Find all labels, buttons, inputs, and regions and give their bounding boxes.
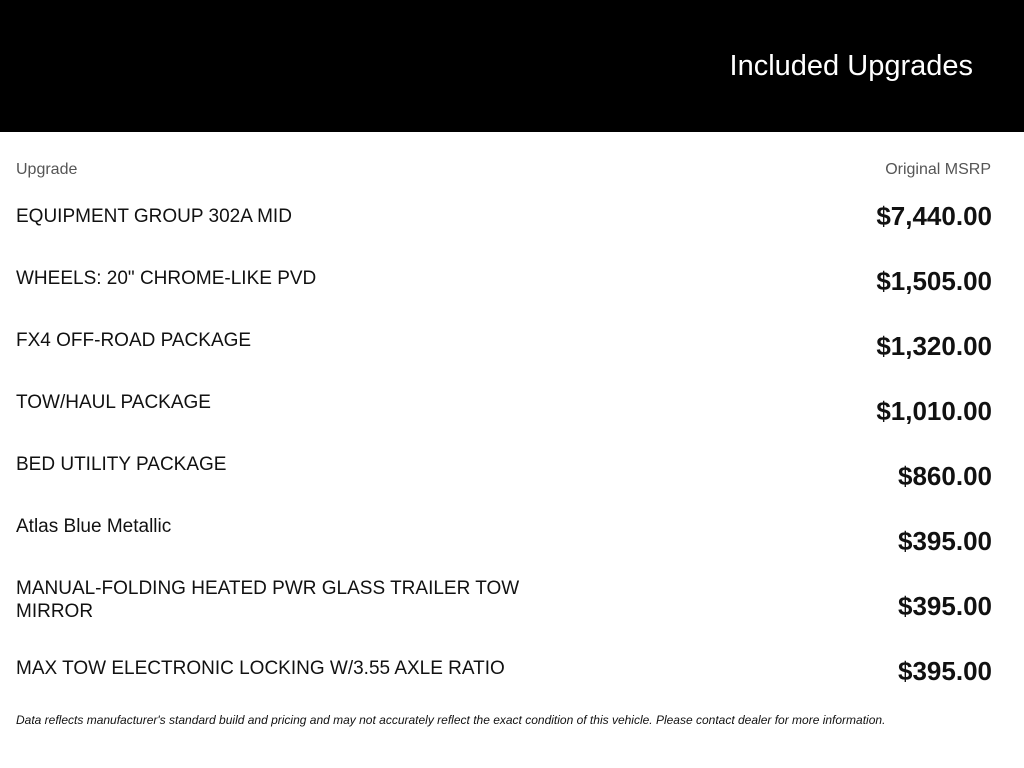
header-banner xyxy=(0,0,1024,132)
msrp-column-header: Original MSRP xyxy=(885,161,991,178)
upgrade-price: $395.00 xyxy=(898,526,992,556)
upgrades-list xyxy=(16,191,992,710)
upgrade-row xyxy=(16,191,992,253)
upgrade-name: Atlas Blue Metallic xyxy=(16,516,172,537)
upgrade-row xyxy=(16,439,992,501)
upgrade-price: $395.00 xyxy=(898,591,992,621)
upgrade-name: FX4 OFF-ROAD PACKAGE xyxy=(16,330,252,351)
upgrade-row xyxy=(16,563,992,648)
upgrade-price: $1,505.00 xyxy=(876,266,992,296)
upgrade-name: TOW/HAUL PACKAGE xyxy=(16,392,211,413)
upgrade-column-header: Upgrade xyxy=(16,161,78,178)
upgrade-price: $1,010.00 xyxy=(876,396,992,426)
upgrade-price: $7,440.00 xyxy=(876,201,992,231)
upgrade-row xyxy=(16,648,992,710)
upgrade-name: MANUAL-FOLDING HEATED PWR GLASS TRAILER TOW MIRROR xyxy=(16,578,520,622)
disclaimer-text: Data reflects manufacturer's standard build and pricing and may not accurately reflect the exact condition of this vehicle. Please contact dealer for more information. xyxy=(16,713,886,727)
upgrade-price: $860.00 xyxy=(898,461,992,491)
upgrade-name: BED UTILITY PACKAGE xyxy=(16,454,227,475)
upgrade-name: EQUIPMENT GROUP 302A MID xyxy=(16,206,292,227)
upgrade-row xyxy=(16,377,992,439)
upgrade-row xyxy=(16,501,992,563)
page-title: Included Upgrades xyxy=(729,50,973,82)
upgrade-row xyxy=(16,253,992,315)
upgrade-row xyxy=(16,315,992,377)
upgrade-price: $395.00 xyxy=(898,656,992,686)
upgrade-name: WHEELS: 20" CHROME-LIKE PVD xyxy=(16,268,317,289)
upgrade-name: MAX TOW ELECTRONIC LOCKING W/3.55 AXLE RATIO xyxy=(16,658,505,679)
upgrade-price: $1,320.00 xyxy=(876,331,992,361)
